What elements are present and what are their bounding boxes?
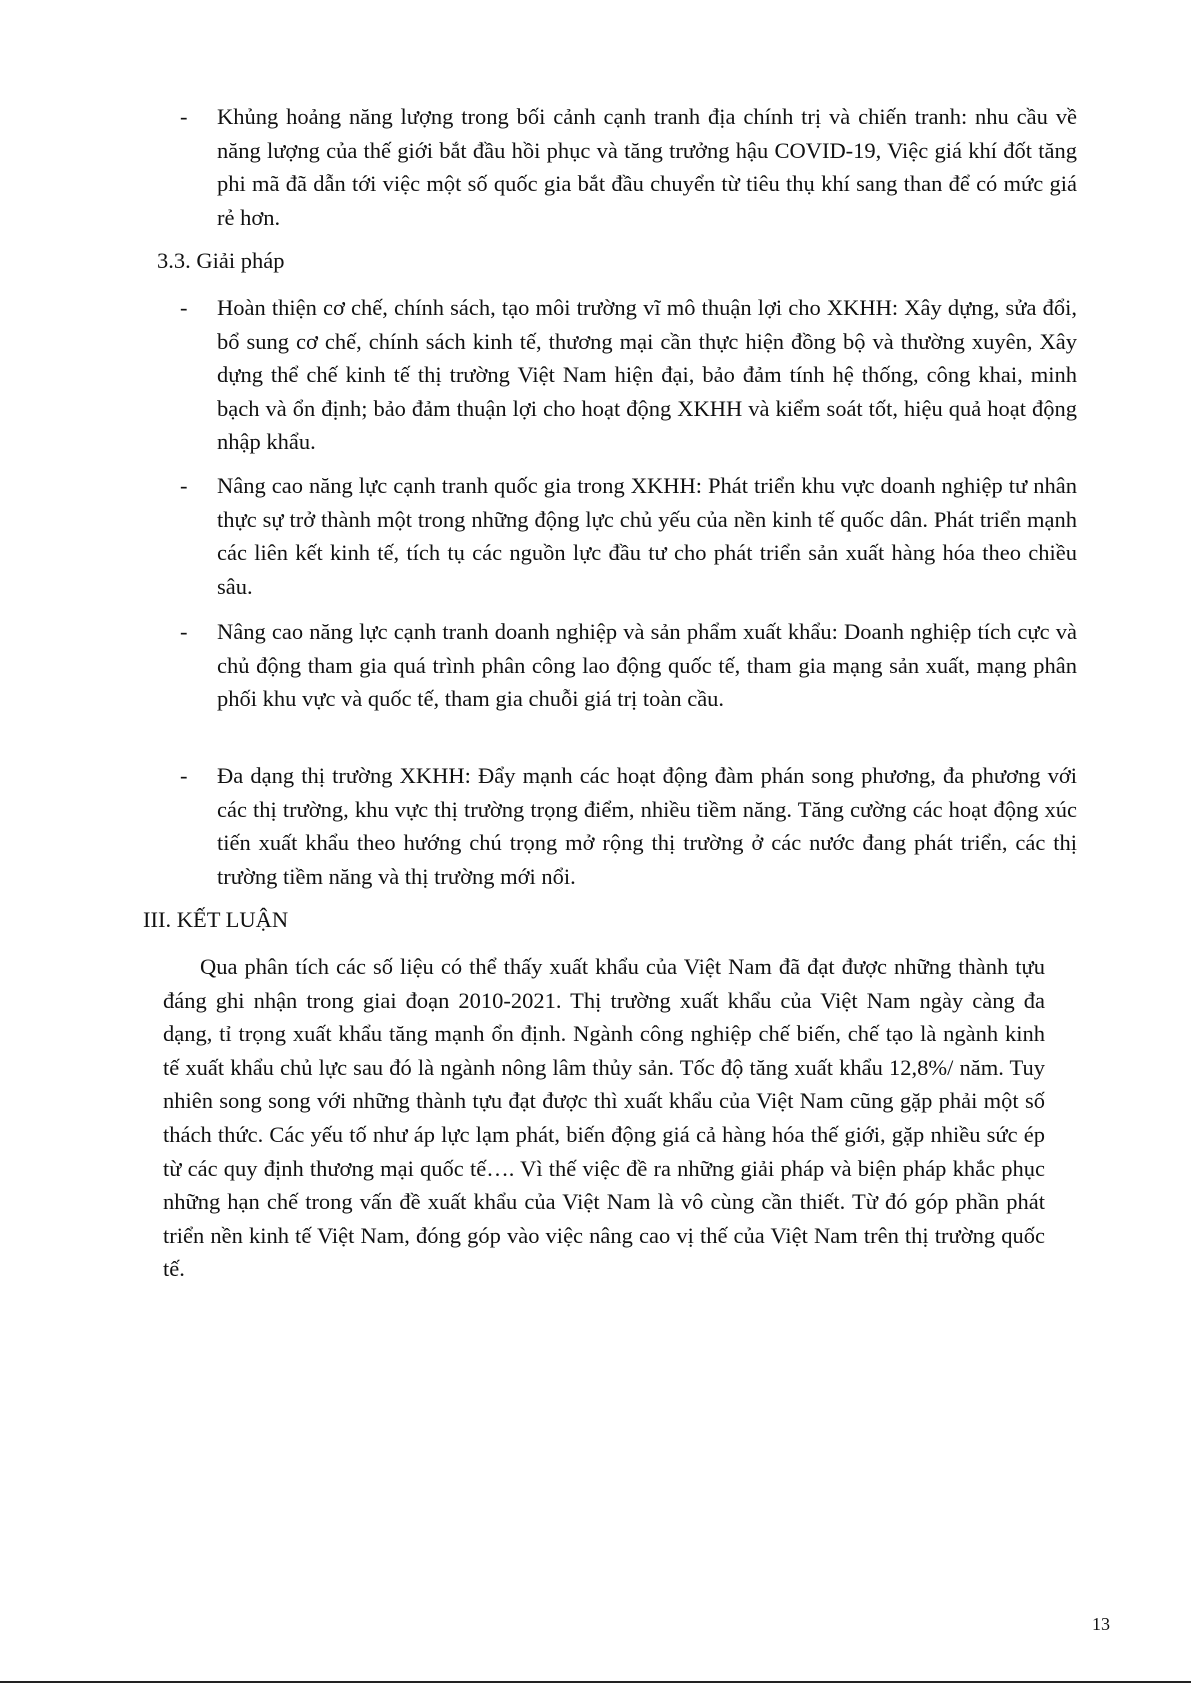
section-heading-solutions: 3.3. Giải pháp <box>157 248 285 273</box>
bullet-solution-national-competitiveness <box>180 469 1077 603</box>
conclusion-paragraph: Qua phân tích các số liệu có thể thấy xuất khẩu của Việt Nam đã đạt được những thành tựu đáng ghi nhận trong giai đoạn 2010-2021. Thị trường xuất khẩu của Việt Nam ngày càng đa dạng, tỉ trọng xuất khẩu tăng mạnh ổn định. Ngành công nghiệp chế biến, chế tạo là ngành kinh tế xuất khẩu chủ lực sau đó là ngành nông lâm thủy sản. Tốc độ tăng xuất khẩu 12,8%/ năm. Tuy nhiên song song với những thành tựu đạt được thì xuất khẩu của Việt Nam cũng gặp phải một số thách thức. Các yếu tố như áp lực lạm phát, biến động giá cả hàng hóa thế giới, gặp nhiều sức ép từ các quy định thương mại quốc tế…. Vì thế việc đề ra những giải pháp và biện pháp khắc phục những hạn chế trong vấn đề xuất khẩu của Việt Nam là vô cùng cần thiết. Từ đó góp phần phát triển nền kinh tế Việt Nam, đóng góp vào việc nâng cao vị thế của Việt Nam trên thị trường quốc tế. <box>163 954 1045 1282</box>
bullet-solution-enterprise-competitiveness <box>180 615 1077 716</box>
bullet-energy-crisis <box>180 100 1077 234</box>
bullet-text: Đa dạng thị trường XKHH: Đẩy mạnh các hoạt động đàm phán song phương, đa phương với các thị trường, khu vực thị trường trọng điểm, nhiều tiềm năng. Tăng cường các hoạt động xúc tiến xuất khẩu theo hướng chú trọng mở rộng thị trường ở các nước đang phát triển, các thị trường tiềm năng và thị trường mới nổi. <box>217 763 1077 889</box>
bullet-solution-policy <box>180 291 1077 459</box>
page-number: 13 <box>1092 1614 1110 1634</box>
bullet-solution-market-diversification <box>180 759 1077 893</box>
bottom-rule <box>0 1681 1191 1683</box>
bullet-text: Nâng cao năng lực cạnh tranh doanh nghiệp và sản phẩm xuất khẩu: Doanh nghiệp tích cực và chủ động tham gia quá trình phân công lao động quốc tế, tham gia mạng sản xuất, mạng phân phối khu vực và quốc tế, tham gia chuỗi giá trị toàn cầu. <box>217 619 1077 712</box>
bullet-text: Khủng hoảng năng lượng trong bối cảnh cạnh tranh địa chính trị và chiến tranh: nhu cầu về năng lượng của thế giới bắt đầu hồi phục và tăng trưởng hậu COVID-19, Việc giá khí đốt tăng phi mã đã dẫn tới việc một số quốc gia bắt đầu chuyển từ tiêu thụ khí sang than để có mức giá rẻ hơn. <box>217 104 1077 230</box>
conclusion-heading: III. KẾT LUẬN <box>143 907 289 932</box>
bullet-dash: - <box>180 619 188 644</box>
bullet-text: Hoàn thiện cơ chế, chính sách, tạo môi trường vĩ mô thuận lợi cho XKHH: Xây dựng, sửa đổi, bổ sung cơ chế, chính sách kinh tế, thương mại cần thực hiện đồng bộ và thường xuyên, Xây dựng thể chế kinh tế thị trường Việt Nam hiện đại, bảo đảm tính hệ thống, công khai, minh bạch và ổn định; bảo đảm thuận lợi cho hoạt động XKHH và kiểm soát tốt, hiệu quả hoạt động nhập khẩu. <box>217 295 1077 455</box>
bullet-dash: - <box>180 763 188 788</box>
bullet-dash: - <box>180 104 188 129</box>
bullet-dash: - <box>180 295 188 320</box>
bullet-dash: - <box>180 473 188 498</box>
bullet-text: Nâng cao năng lực cạnh tranh quốc gia trong XKHH: Phát triển khu vực doanh nghiệp tư nhân thực sự trở thành một trong những động lực chủ yếu của nền kinh tế quốc dân. Phát triển mạnh các liên kết kinh tế, tích tụ các nguồn lực đầu tư cho phát triển sản xuất hàng hóa theo chiều sâu. <box>217 473 1077 599</box>
